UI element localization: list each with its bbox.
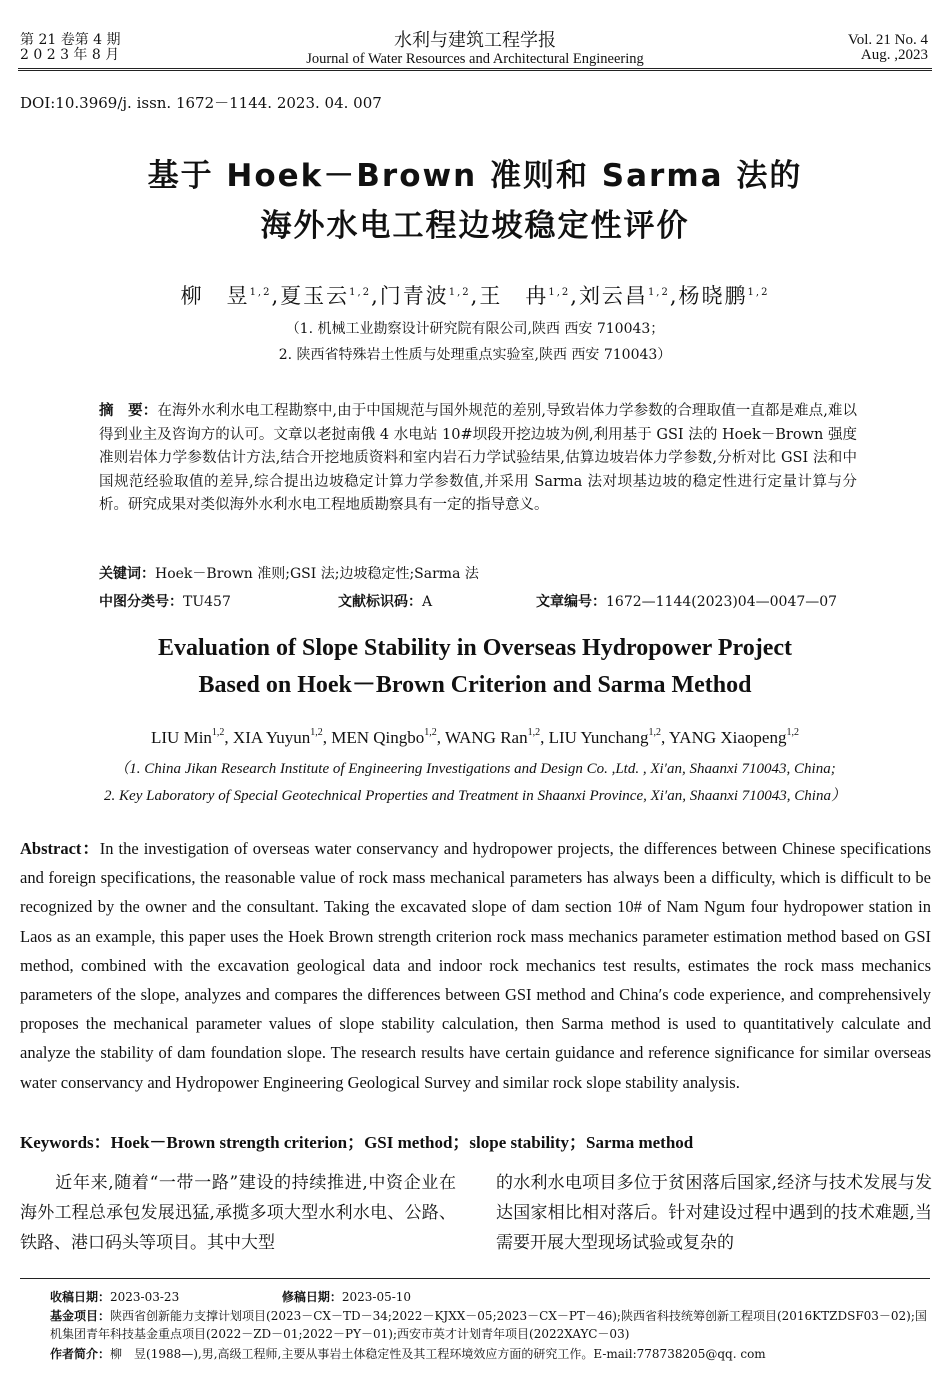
keywords-cn-label: 关键词：	[99, 566, 155, 582]
document-code: 文献标识码：A	[338, 594, 433, 610]
footnote-rule	[20, 1278, 930, 1279]
title-en-line2: Based on Hoek－Brown Criterion and Sarma Method	[198, 672, 752, 698]
author-en: YANG Xiaopeng$^{1,2}$	[668, 727, 799, 747]
header-rule	[18, 68, 932, 69]
author-cn: 刘云昌$^{1,2}$	[578, 284, 670, 308]
abstract-en-label: Abstract：	[20, 839, 100, 858]
body-column-right: 的水利水电项目多位于贫困落后国家,经济与技术发展与发达国家相比相对落后。针对建设过程中遇到的技术难题,当需要开展大型现场试验或复杂的	[496, 1173, 932, 1253]
author-cn: 夏玉云$^{1,2}$	[280, 284, 372, 308]
title-cn-line2: 海外水电工程边坡稳定性评价	[260, 208, 690, 244]
footnote-author: 作者简介：柳 昱(1988—),男,高级工程师,主要从事岩土体稳定性及其工程环境效应方面的研究工作。E-mail:778738205@qq. com	[50, 1347, 766, 1361]
author-en: XIA Yuyun$^{1,2}$	[232, 727, 323, 747]
header-volume-issue: 第 21 卷第 4 期	[20, 32, 121, 48]
header-rule-2	[18, 70, 932, 71]
abstract-en-text: In the investigation of overseas water conservancy and hydropower projects, the differences between Chinese specifications and foreign specifications, the reasonable value of rock mass mechanical parameters has always been a difficulty, which is difficult to be recognized by the owner and the consultant. Taking the excavated slope of dam section 10# of Nam Ngum four hydropower station in Laos as an example, this paper uses the Hoek Brown strength criterion rock mass mechanics parameter estimation method based on GSI method, combined with the excavation geological data and indoor rock mechanics test results, estimates the rock mass mechanics parameters of the slope, analyzes and compares the differences between GSI method and China′s code experience, and comprehensively proposes the mechanical parameter values of slope stability calculation, then Sarma method is used to quantitatively calculate and analyze the stability of dam foundation slope. The research results have certain guidance and reference significance for similar overseas water conservancy and Hydropower Engineering Geological Survey and similar rock slope stability analysis.	[20, 839, 931, 1092]
affiliation-en-2: 2. Key Laboratory of Special Geotechnical Properties and Treatment in Shaanxi Province, Xi′an, Shaanxi 710043, China）	[104, 788, 846, 804]
header-date: 2 0 2 3 年 8 月	[20, 47, 120, 63]
authors-en: LIU Min$^{1,2}$, XIA Yuyun$^{1,2}$, MEN Qingbo$^{1,2}$, WANG Ran$^{1,2}$, LIU Yunchang$^{1,2}$, YANG Xiaopeng$^{1,2}$	[151, 727, 799, 747]
title-en	[0, 630, 950, 704]
author-cn: 王 冉$^{1,2}$	[479, 284, 571, 308]
author-en: MEN Qingbo$^{1,2}$	[331, 727, 437, 747]
header-vol-en	[848, 33, 928, 63]
affiliation-cn-2: 2. 陕西省特殊岩土性质与处理重点实验室,陕西 西安 710043）	[278, 347, 672, 363]
header-vol-no: Vol. 21 No. 4	[847, 32, 928, 48]
keywords-cn-text: Hoek－Brown 准则;GSI 法;边坡稳定性;Sarma 法	[155, 566, 479, 582]
abstract-cn	[99, 400, 857, 518]
author-en: WANG Ran$^{1,2}$	[444, 727, 541, 747]
header-journal-cn: 水利与建筑工程学报	[394, 30, 556, 51]
article-number: 文章编号：1672—1144(2023)04—0047—07	[536, 594, 838, 610]
footnote-dates: 收稿日期：2023-03-23 修稿日期：2023-05-10	[50, 1290, 412, 1304]
authors-cn: 柳 昱$^{1,2}$,夏玉云$^{1,2}$,门青波$^{1,2}$,王 冉$^{1,2}$,刘云昌$^{1,2}$,杨晓鹏$^{1,2}$	[180, 284, 770, 308]
doi: DOI:10.3969/j. issn. 1672－1144. 2023. 04. 007	[20, 94, 382, 112]
title-cn-line1: 基于 Hoek－Brown 准则和 Sarma 法的	[147, 158, 803, 194]
keywords-en-label: Keywords：	[20, 1133, 111, 1152]
keywords-cn	[99, 563, 479, 583]
abstract-cn-text: 在海外水利水电工程勘察中,由于中国规范与国外规范的差别,导致岩体力学参数的合理取值一直都是难点,难以得到业主及咨询方的认可。文章以老挝南俄 4 水电站 10#坝段开挖边坡为例,利用基于 GSI 法的 Hoek－Brown 强度准则岩体力学参数估计方法,结合开挖地质资料和室内岩石力学试验结果,估算边坡岩体力学参数,分析对比 GSI 法和中国规范经验取值的差异,综合提出边坡稳定计算力学参数值,并采用 Sarma 法对坝基边坡的稳定性进行定量计算与分析。研究成果对类似海外水利水电工程地质勘察具有一定的指导意义。	[99, 403, 858, 513]
keywords-en-text: Hoek－Brown strength criterion；GSI method；slope stability；Sarma method	[110, 1133, 694, 1152]
author-cn: 杨晓鹏$^{1,2}$	[678, 284, 770, 308]
abstract-en	[20, 834, 931, 1097]
clc-number: 中图分类号：TU457	[99, 594, 231, 610]
header-month: Aug. ,2023	[860, 47, 928, 63]
abstract-cn-label: 摘 要：	[99, 403, 158, 419]
header-journal-en: Journal of Water Resources and Architectural Engineering	[306, 51, 644, 67]
body-column-left: 近年来,随着“一带一路”建设的持续推进,中资企业在海外工程总承包发展迅猛,承揽多项大型水利水电、公路、铁路、港口码头等项目。其中大型	[20, 1173, 456, 1253]
affiliation-cn-1: （1. 机械工业勘察设计研究院有限公司,陕西 西安 710043；	[285, 321, 665, 337]
title-en-line1: Evaluation of Slope Stability in Overseas Hydropower Project	[158, 635, 792, 661]
affiliation-en-1: （1. China Jikan Research Institute of Engineering Investigations and Design Co. ,Ltd. , Xi′an, Shaanxi 710043, China;	[114, 761, 836, 777]
author-en: LIU Min$^{1,2}$	[151, 727, 225, 747]
author-en: LIU Yunchang$^{1,2}$	[548, 727, 662, 747]
author-cn: 门青波$^{1,2}$	[379, 284, 471, 308]
footnote-fund: 基金项目：陕西省创新能力支撑计划项目(2023－CX－TD－34;2022－KJXX－05;2023－CX－PT－46);陕西省科技统筹创新工程项目(2016KTZDSF03－02);国机集团青年科技基金重点项目(2022－ZD－01;2022－PY－01);西安市英才计划青年项目(2022XAYC－03)	[50, 1309, 927, 1341]
header-journal	[0, 31, 950, 67]
keywords-en	[20, 1128, 693, 1153]
author-cn: 柳 昱$^{1,2}$	[180, 284, 272, 308]
